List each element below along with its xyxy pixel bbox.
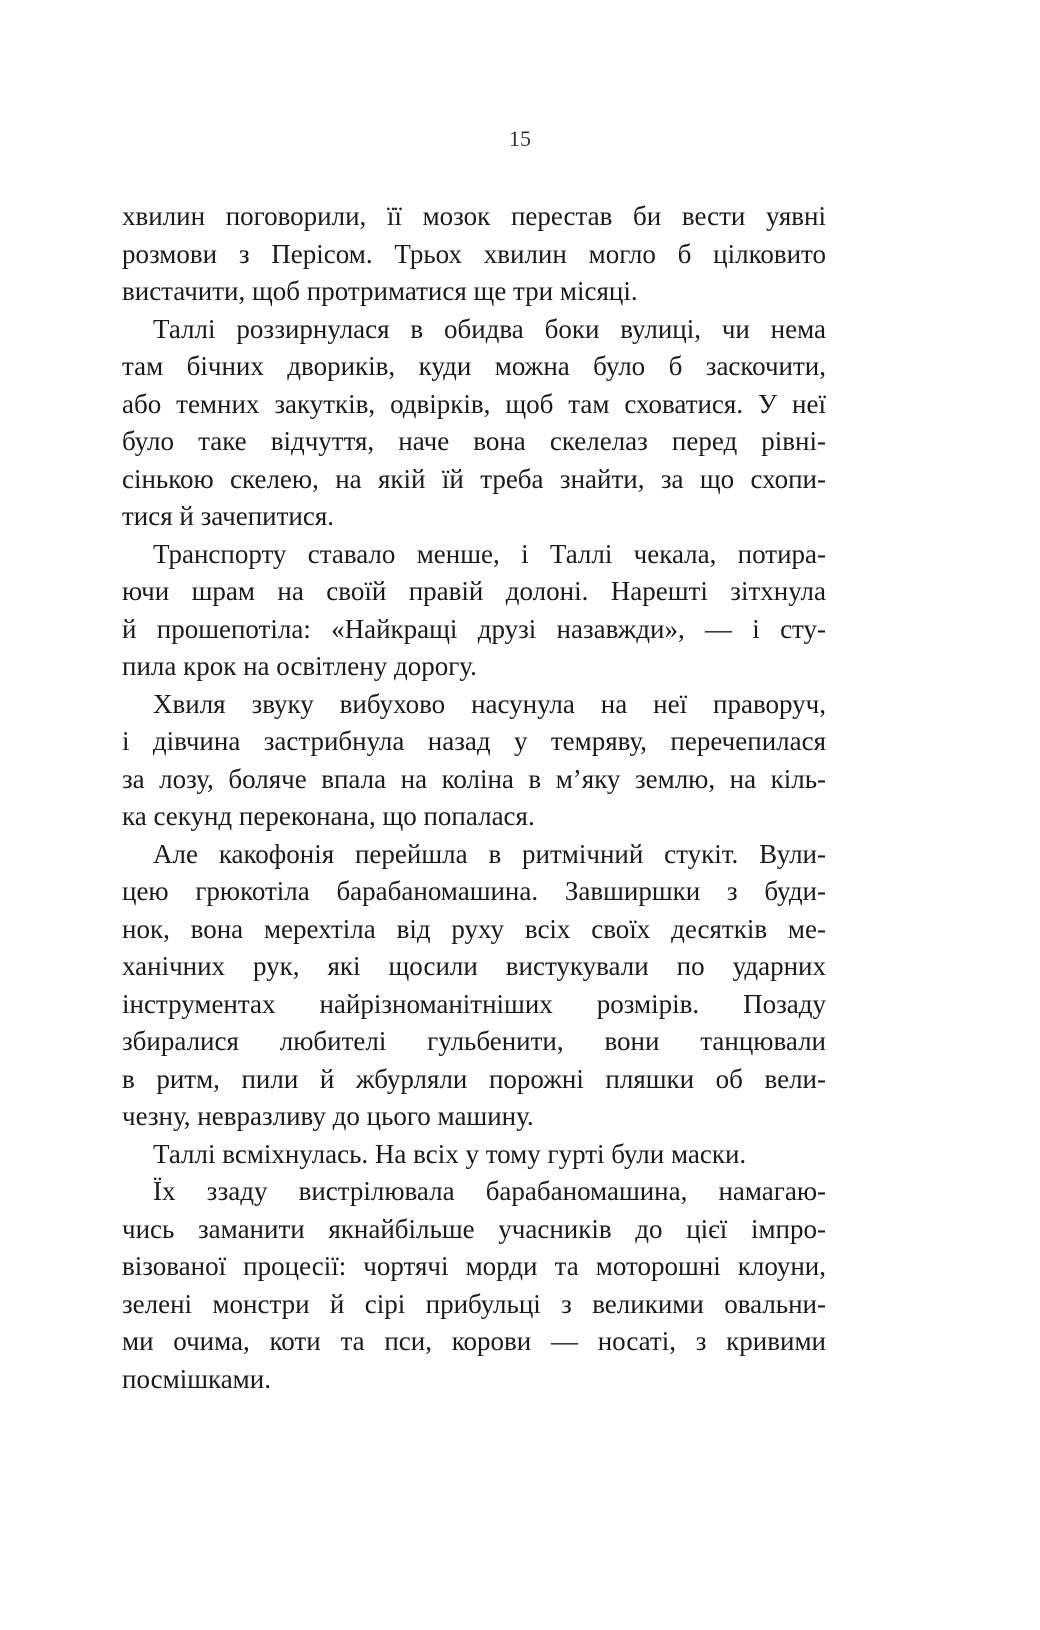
text-line: ханічних рук, які щосили вистукували по ударних	[122, 951, 826, 981]
text-line: там бічних двориків, куди можна було б заскочити,	[122, 351, 826, 381]
text-line: ючи шрам на своїй правій долоні. Нарешті зітхнула	[122, 576, 826, 606]
text-line: й прошепотіла: «Найкращі друзі назавжди», — і сту-	[122, 613, 826, 644]
text-line: тися й зачепитися.	[122, 501, 335, 531]
text-line: нок, вона мерехтіла від руху всіх своїх десятків ме-	[122, 913, 826, 944]
text-line: чезну, невразливу до цього машину.	[122, 1101, 534, 1131]
text-line: зелені монстри й сірі прибульці з великими овальни-	[122, 1288, 826, 1319]
text-line: в ритм, пили й жбурляли порожні пляшки об вели-	[122, 1063, 826, 1094]
text-line: розмови з Перісом. Трьох хвилин могло б цілковито	[122, 238, 826, 269]
text-line: сінькою скелею, на якій їй треба знайти, за що схопи-	[122, 463, 826, 494]
text-line: було таке відчуття, наче вона скелелаз перед рівні-	[122, 426, 826, 456]
body-text	[122, 198, 826, 1398]
text-line: хвилин поговорили, її мозок перестав би вести уявні	[122, 201, 826, 231]
text-line: посмішками.	[122, 1363, 271, 1394]
text-line: ка секунд переконана, що попалася.	[122, 801, 535, 831]
text-line: і дівчина застрибнула назад у темряву, перечепилася	[122, 726, 826, 756]
text-line: вистачити, щоб протриматися ще три місяці.	[122, 276, 638, 306]
text-line: Транспорту ставало менше, і Таллі чекала, потира-	[153, 538, 826, 569]
page-number: 15	[509, 126, 531, 151]
text-line: Хвиля звуку вибухово насунула на неї праворуч,	[153, 688, 826, 719]
text-line: Таллі всміхнулась. На всіх у тому гурті були маски.	[153, 1138, 747, 1169]
text-line: чись заманити якнайбільше учасників до цієї імпро-	[122, 1213, 826, 1244]
text-line: візованої процесії: чортячі морди та моторошні клоуни,	[122, 1251, 826, 1281]
text-line: пила крок на освітлену дорогу.	[122, 651, 477, 681]
text-line: Але какофонія перейшла в ритмічний стукіт. Вули-	[153, 838, 826, 869]
text-line: або темних закутків, одвірків, щоб там сховатися. У неї	[122, 388, 826, 419]
text-line: збиралися любителі гульбенити, вони танцювали	[122, 1026, 826, 1056]
text-line: інструментах найрізноманітніших розмірів. Позаду	[122, 988, 826, 1019]
text-line: ми очима, коти та пси, корови — носаті, з кривими	[122, 1326, 826, 1356]
text-line: Таллі роззирнулася в обидва боки вулиці, чи нема	[153, 313, 826, 344]
text-line: за лозу, боляче впала на коліна в м’яку землю, на кіль-	[122, 763, 826, 794]
text-line: цею грюкотіла барабаномашина. Завширшки з буди-	[122, 876, 826, 906]
text-line: Їх ззаду вистрілювала барабаномашина, намагаю-	[153, 1176, 826, 1206]
